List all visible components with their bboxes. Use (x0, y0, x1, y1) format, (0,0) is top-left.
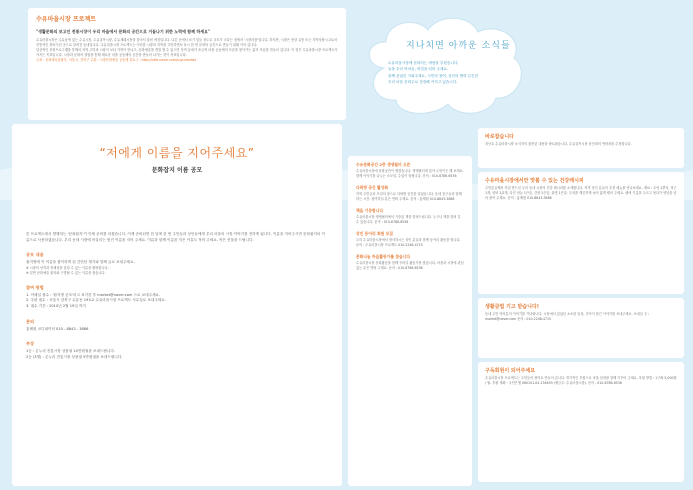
section-label: 참여 방법 (26, 284, 44, 290)
contribution-text: 동네 주민 여러분의 이야기를 기다립니다. 시장에서 있었던 소소한 일상, 추억이 담긴 이야기를 보내주세요. 보내실 곳 : market@naver.com 문의 : 010-2248-4715 (485, 312, 650, 321)
section-line: 잡지명에 이 이름을 붙이하게 된 간단한 계기와 함께 글로 보내주세요. (26, 260, 135, 265)
news-cloud (358, 8, 526, 120)
news-item (356, 208, 464, 225)
section-line: ※ 일반 문화예술 잡지와 구별될 수 있는 이름을 찾습니다. (26, 270, 106, 275)
correction-card (478, 128, 684, 168)
section-line: 2. 우편 접수 : 서울시 강북구 수유동 193-2 수유마을시장 프로젝트 사무실로 보내주세요. (26, 298, 166, 303)
correction-text: 지난호 수유마을시장 소식지의 잘못된 내용을 바로잡습니다. 수유골목시장 상인회의 연락처를 수정합니다. (485, 142, 632, 146)
news-item-title: 책을 기증합니다 (356, 208, 383, 213)
project-card (28, 8, 346, 120)
correction-title: 바로잡습니다 (485, 134, 514, 140)
cloud-line: 우리 마을 문화주로 점점해 커지고 있습니다. (388, 80, 458, 85)
section-line: 1. 이메일 접수 : '잡지명 공모'라고 표기한 후 market@naver.com 으로 보내주세요. (26, 292, 161, 297)
news-item-text: 수유마을시장 문화활동을 함께 꾸려갈 활동가를 찾습니다. 마을과 시장에 관심있는 분은 연락 주세요. 문의 : 010-8786-6536 (356, 261, 464, 270)
section-line: 1등 : 온누리 전통시장 상품권 10만원권을 보내드립니다. (26, 349, 115, 354)
news-item-text: 지역 주민들과 모임의 장으로 다락방 공간을 열었습니다. 동네 친구들과 함께 하는 시간. 참여하실 분은 연락 주세요. 문의 : 홍제원 010-8843-3886 (356, 192, 462, 201)
news-item-title: 다락방 공간 활성화 (356, 185, 388, 190)
news-item-title: 상인 동아리 회원 모집 (356, 231, 393, 236)
news-item-title: 문화나눔 마을활동가를 찾습니다 (356, 254, 410, 259)
subscription-text: 수유마을시장 프로젝트는 주민들의 참여로 만들어 갑니다. 정기적인 후원으로 마을 문화를 함께 가꾸어 주세요. 후원 방법 : 1구좌 5,000원 / 월. 후원 계좌 : 국민은행 060101-04-134693 (예금주: 수유마을시장). 문의 : 010-8786-6536 (485, 376, 677, 385)
contest-section (26, 252, 328, 276)
contest-intro: 본 프로젝트에서 발행하는 '문화잡지'가 이제 준비를 마쳤습니다. 이제 준비되면 한 달에 한 번 주민들과 상인들에게 우리 마을의 시장 이야기를 전하게 됩니다. 이름을 지어주시면 문화잡지의 이름으로 사용하겠습니다. 우리 동네 시장에 어울리는 멋진 이름을 지어 주세요. 이름과 함께 이름을 지은 이유도 적어 주세요. 작은 선물을 드립니다. (26, 232, 325, 242)
recipe-title: 수유마을시장에서만 맛볼 수 있는 건강레시피 (485, 178, 584, 184)
news-column (348, 156, 472, 486)
cloud-line: 함께 웃었던 기회주세요, 시민의 참여, 상인의 협력 튼튼한 (388, 73, 479, 78)
subscription-title: 구독회원이 되어주세요 (485, 368, 536, 374)
section-line: 2등 (3명) : 온누리 전통시장 상품권 5만원권을 보내드립니다. (26, 354, 123, 359)
contribution-title: 생활클럽 기고 받습니다! (485, 304, 540, 310)
section-label: 부상 (26, 341, 35, 347)
cloud-lines (388, 60, 500, 86)
news-item-text: 수유마을시장 생생필터에서 기증된 책을 빌려드립니다. 누구나 책을 빌려 갈 수 있습니다. 문의 : 010-8786-6536 (356, 215, 461, 224)
project-body: 수유마을시장은 수유동에 있는 수유시장, 수유골목시장, 수유재래시장을 묶어서 불린 애칭입니다. 다른 곳에서 보기 힘들 정도로 규모가 크다는 점에서 '시장마을'입니다. 하지만, 시장은 현상 유통 또는 지역상품시고로서 전통적인 장터이던 곳으로 알려진 동네입니다. 수유마을시장 프로젝트는 이러한 시장과 지역을 고민하면서 다시 한 번 문화의 공간으로 만들기 위해 이어 갑니다. (36, 38, 338, 47)
contest-section (26, 285, 328, 310)
recipe-text: 주민분들께서 직접 만드신 우리 동네 시장의 건강 레시피를 소개합니다. 지역 상인 분들의 추천 메뉴를 만나보세요. 재료 : 우엉 1뿌리, 당근 1개, 양파 1/2개, 다진 마늘 1큰술, 간장 2큰술, 물엿 1큰술. 우엉을 깨끗하게 씻어 얇게 썰어 주세요. 팬에 기름을 두르고 볶다가 양념을 넣어 졸여 주세요. 문의 : 홍제원 010-8843-3886 (485, 186, 677, 200)
cloud-line: 들을 우리 아마들, 비밀을 되어 주세요. (388, 67, 449, 72)
section-line: 3. 접수 기간 : 2010년 2월 19일 까지 (26, 303, 86, 308)
project-subtitle: "생활문화의 보고인 전통시장이 우리 마을에서 문화의 공간으로 거듭나기 위한 노력에 함께 하세요" (36, 29, 211, 34)
project-contact: 주최 : 문화체육관광부, 서울시, 강북구 주관 : 시장문화예술 공동체 블로그 : http://cafe.naver.com/suyumarket (36, 58, 196, 62)
news-item (356, 162, 464, 179)
contest-section (26, 341, 328, 360)
naming-contest-card (12, 124, 342, 486)
news-item-text: 우리 수유마을시장에서 장사하시는 상인 분들과 함께 동아리 활동을 합니다. 문의 : 수유마을시장 프로젝트 010-2248-4715 (356, 238, 461, 247)
news-item-title: 수유문화공간 2층 생생필터 오픈 (356, 162, 411, 167)
contribution-card (478, 298, 684, 358)
contest-section (26, 319, 328, 333)
news-item (356, 254, 464, 271)
news-item (356, 185, 464, 202)
cloud-line: 수유마을시장에 문화터는 바람을 부렸습니다. (388, 61, 459, 65)
section-label: 공모 내용 (26, 252, 44, 258)
section-line: 홍제원 코디네이터 010 - 8843 - 3886 (26, 326, 89, 331)
section-label: 문의 (26, 318, 35, 324)
cloud-heading: 지나치면 아까운 소식들 (406, 41, 511, 51)
project-title: 수유마을시장 프로젝트 (36, 16, 97, 23)
news-item-text: 수유마을시장에 문화공간이 생겼습니다. 생생필터에 앉아 무엇이든 해 보세요. 함께 이야기를 나누는 소모임, 수업이 열립니다. 문의 : 010-8786-6536 (356, 169, 464, 178)
project-body-2: 일상적인 문화프로그램을 통해서 지역 주민과 시장이 보다 가까이 만나고, 문화예술을 경험 할 수 있으면 지역 동네가 조금씩 마을 공동체의 모습을 찾아가는 삶의 모습을 만들어 갑니다. 이 점은 수유마을시장 프로젝트가 가지는 목표입니다. 시장과 문화의 결합을 통해 새로운 마을 공동체의 공간을 만들어 나가는 것이 목표입니다. (36, 48, 338, 57)
section-line: ※ 시장의 성격과 정체성을 살릴 수 있는 이름을 환영합니다. (26, 265, 109, 270)
subscription-card (478, 362, 684, 482)
contest-subtitle: 문화잡지 이름 공모 (151, 167, 203, 174)
news-item (356, 231, 464, 248)
recipe-card (478, 172, 684, 294)
contest-quote: “저에게 이름을 지어주세요” (99, 146, 255, 160)
